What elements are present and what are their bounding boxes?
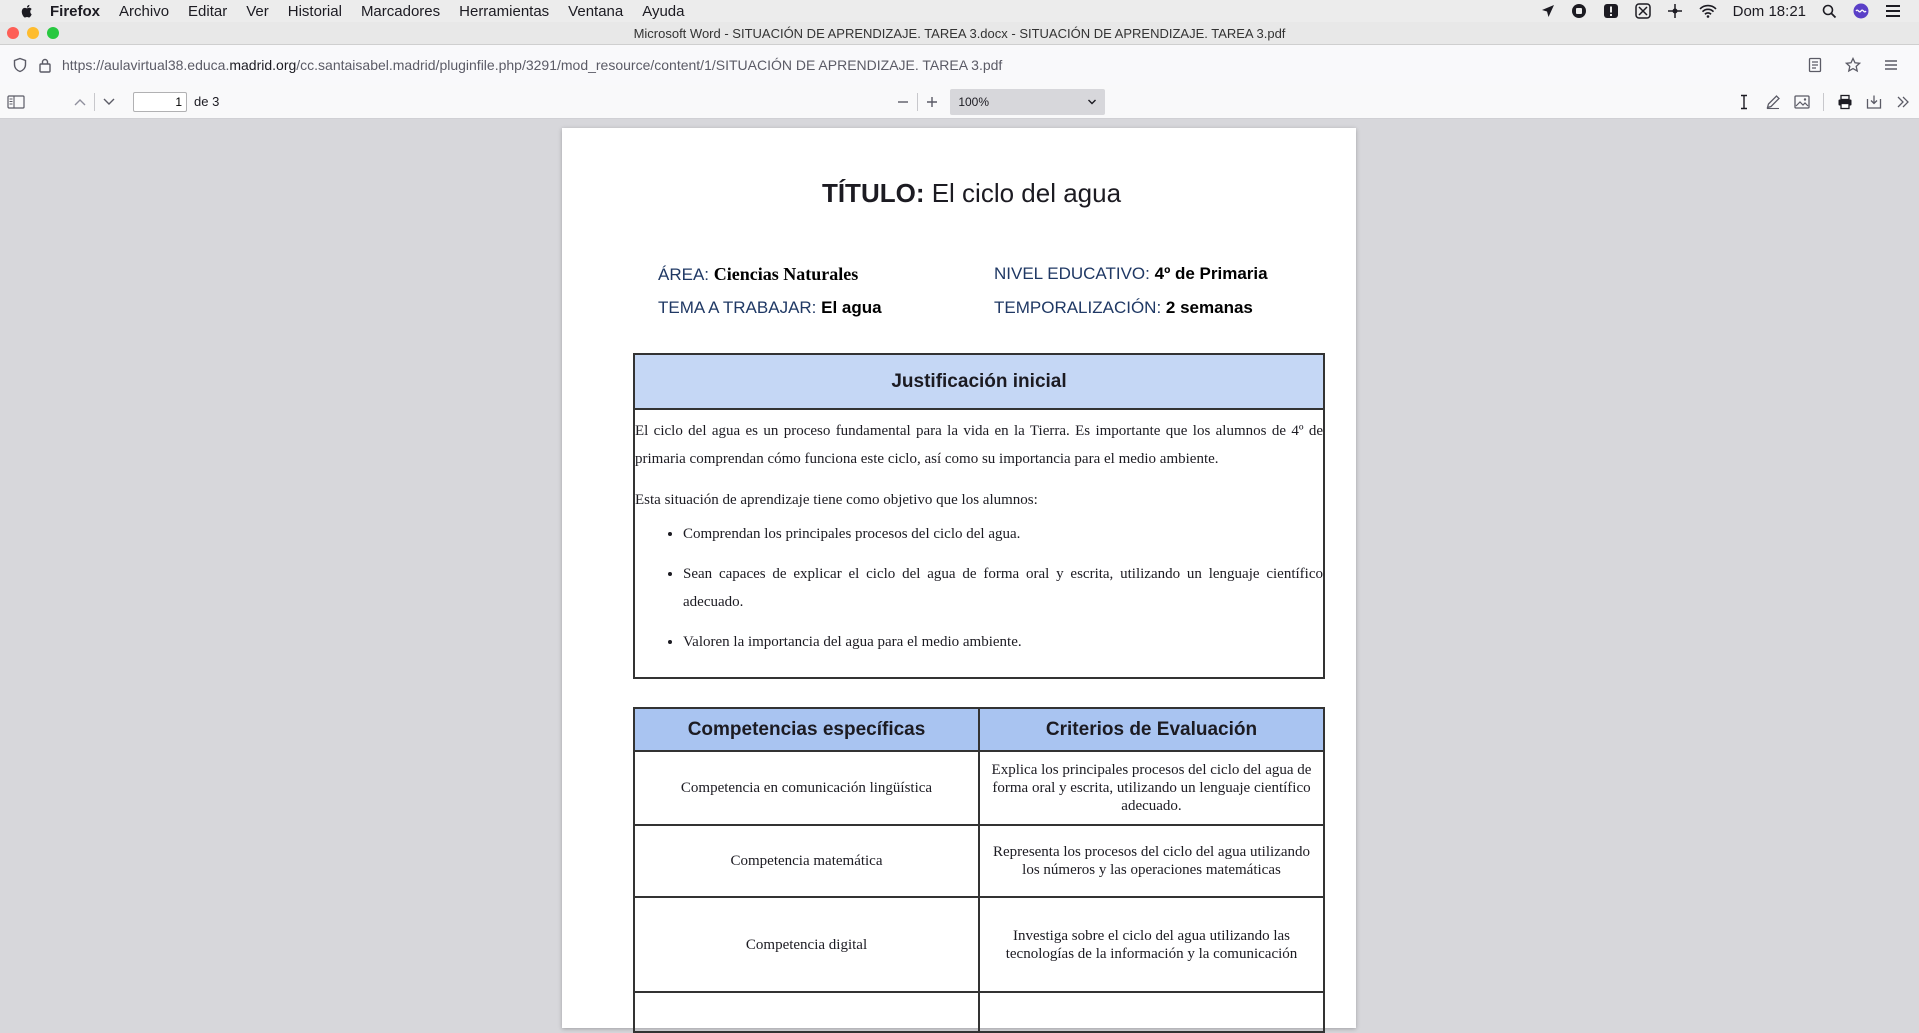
wifi-icon[interactable] (1699, 4, 1717, 18)
menu-herramientas[interactable]: Herramientas (459, 2, 550, 20)
chevron-down-icon (102, 97, 116, 107)
area-field (658, 264, 858, 285)
area-label: ÁREA: (658, 265, 710, 284)
justificacion-heading: Justificación inicial (635, 355, 1323, 410)
table-row (634, 825, 1324, 897)
sidebar-toggle-button[interactable] (4, 90, 28, 114)
menu-archivo[interactable]: Archivo (119, 2, 170, 20)
table-cell: Investiga sobre el ciclo del agua utilizando las tecnologías de la información y la comunicación (979, 897, 1324, 992)
menu-historial[interactable]: Historial (287, 2, 342, 20)
table-row (634, 751, 1324, 825)
zoom-in-button[interactable] (920, 90, 944, 114)
objectives-list (635, 520, 1323, 656)
image-tool-button[interactable] (1790, 90, 1814, 114)
table-cell: Explica los principales procesos del ciclo del agua de forma oral y escrita, utilizando un lenguaje científico adecuado. (979, 751, 1324, 825)
zoom-value: 100% (958, 94, 990, 109)
justificacion-box (633, 353, 1325, 679)
menu-editar[interactable]: Editar (188, 2, 228, 20)
nivel-label: NIVEL EDUCATIVO: (994, 264, 1150, 283)
bookmark-star-icon[interactable] (1845, 57, 1861, 73)
pdf-page (562, 128, 1356, 1028)
previous-page-button[interactable] (68, 90, 92, 114)
window-title: Microsoft Word - SITUACIÓN DE APRENDIZAJE. TAREA 3.docx - SITUACIÓN DE APRENDIZAJE. TAREA 3.pdf (633, 25, 1286, 41)
temporalizacion-label: TEMPORALIZACIÓN: (994, 298, 1162, 317)
menu-ventana[interactable]: Ventana (568, 2, 624, 20)
draw-tool-button[interactable] (1761, 90, 1785, 114)
more-tools-button[interactable] (1891, 90, 1915, 114)
table-cell (634, 992, 979, 1032)
column-header: Competencias específicas (634, 708, 979, 751)
toolbar-separator (917, 93, 918, 111)
list-item: • Sean capaces de explicar el ciclo del agua de forma oral y escrita, utilizando un lenguaje científico adecuado. (683, 560, 1323, 616)
table-cell: Competencia digital (634, 897, 979, 992)
print-button[interactable] (1833, 90, 1857, 114)
minus-icon (896, 95, 910, 109)
text-cursor-icon (1738, 94, 1750, 110)
title-value: El ciclo del agua (924, 178, 1122, 208)
control-center-icon[interactable] (1885, 4, 1901, 18)
nivel-value: 4º de Primaria (1154, 264, 1268, 283)
sidebar-toggle-icon (7, 95, 25, 109)
save-button[interactable] (1862, 90, 1886, 114)
spotlight-search-icon[interactable] (1822, 4, 1837, 19)
menu-ver[interactable]: Ver (246, 2, 269, 20)
download-icon (1866, 94, 1882, 110)
url-path: /cc.santaisabel.madrid/pluginfile.php/3291/mod_resource/content/1/SITUACIÓN DE APRENDIZAJE. TAREA 3.pdf (296, 57, 1003, 73)
nivel-field (994, 264, 1268, 284)
next-page-button[interactable] (97, 90, 121, 114)
move-icon[interactable] (1667, 3, 1683, 19)
address-bar (0, 45, 1919, 86)
page-count-label: de 3 (194, 94, 220, 109)
zoom-select[interactable] (950, 89, 1105, 115)
table-cell: Competencia en comunicación lingüística (634, 751, 979, 825)
record-icon[interactable] (1571, 3, 1587, 19)
page-number-input[interactable] (133, 92, 187, 112)
table-cell (979, 992, 1324, 1032)
competencias-table (633, 707, 1325, 1033)
double-chevron-right-icon (1896, 95, 1910, 109)
table-cell: Competencia matemática (634, 825, 979, 897)
minimize-window-button[interactable] (27, 27, 39, 39)
apple-logo-icon[interactable] (18, 2, 36, 20)
tema-field (658, 298, 882, 318)
chevron-up-icon (73, 97, 87, 107)
tracking-protection-shield-icon[interactable] (12, 57, 28, 73)
document-title (562, 178, 1356, 209)
column-header: Criterios de Evaluación (979, 708, 1324, 751)
url-domain: madrid.org (229, 57, 297, 73)
table-cell: Representa los procesos del ciclo del agua utilizando los números y las operaciones matemáticas (979, 825, 1324, 897)
toolbar-separator (1823, 93, 1824, 111)
table-row (634, 992, 1324, 1032)
window-controls (7, 27, 59, 39)
chevron-down-icon (1087, 98, 1097, 106)
reader-view-icon[interactable] (1807, 57, 1823, 73)
title-label: TÍTULO: (821, 178, 925, 208)
menubar-clock[interactable]: Dom 18:21 (1732, 2, 1806, 20)
menu-ayuda[interactable]: Ayuda (642, 2, 685, 20)
macos-menu-bar (0, 0, 1919, 22)
pencil-icon (1765, 94, 1781, 110)
area-value: Ciencias Naturales (713, 264, 859, 284)
lock-icon[interactable] (38, 57, 52, 73)
url-field[interactable] (62, 57, 1002, 73)
alert-icon[interactable] (1603, 3, 1619, 19)
pdf-toolbar (0, 85, 1919, 119)
list-item: • Valoren la importancia del agua para el medio ambiente. (683, 628, 1323, 656)
table-row (634, 897, 1324, 992)
text-tool-button[interactable] (1732, 90, 1756, 114)
hamburger-menu-icon[interactable] (1883, 57, 1899, 73)
zoom-out-button[interactable] (891, 90, 915, 114)
zoom-window-button[interactable] (47, 27, 59, 39)
printer-icon (1837, 94, 1853, 110)
menu-firefox[interactable]: Firefox (50, 2, 101, 20)
temporalizacion-value: 2 semanas (1165, 298, 1253, 317)
justificacion-body (635, 410, 1323, 656)
window-title-bar (0, 22, 1919, 45)
menu-marcadores[interactable]: Marcadores (360, 2, 441, 20)
url-prefix: https://aulavirtual38.educa. (62, 57, 230, 73)
grid-app-icon[interactable] (1635, 3, 1651, 19)
tema-label: TEMA A TRABAJAR: (658, 298, 817, 317)
list-item: • Comprendan los principales procesos del ciclo del agua. (683, 520, 1323, 548)
justificacion-paragraph: El ciclo del agua es un proceso fundamental para la vida en la Tierra. Es importante que los alumnos de 4º de primaria comprendan cómo funciona este ciclo, así como su importancia para el medio ambiente. (635, 423, 1323, 467)
table-header-row (634, 708, 1324, 751)
location-arrow-icon[interactable] (1541, 4, 1555, 18)
close-window-button[interactable] (7, 27, 19, 39)
temporalizacion-field (994, 298, 1253, 318)
siri-icon[interactable] (1853, 3, 1869, 19)
plus-icon (925, 95, 939, 109)
image-icon (1794, 95, 1810, 109)
toolbar-separator (94, 93, 95, 111)
tema-value: El agua (821, 298, 882, 317)
justificacion-paragraph: Esta situación de aprendizaje tiene como objetivo que los alumnos: (635, 492, 1038, 508)
